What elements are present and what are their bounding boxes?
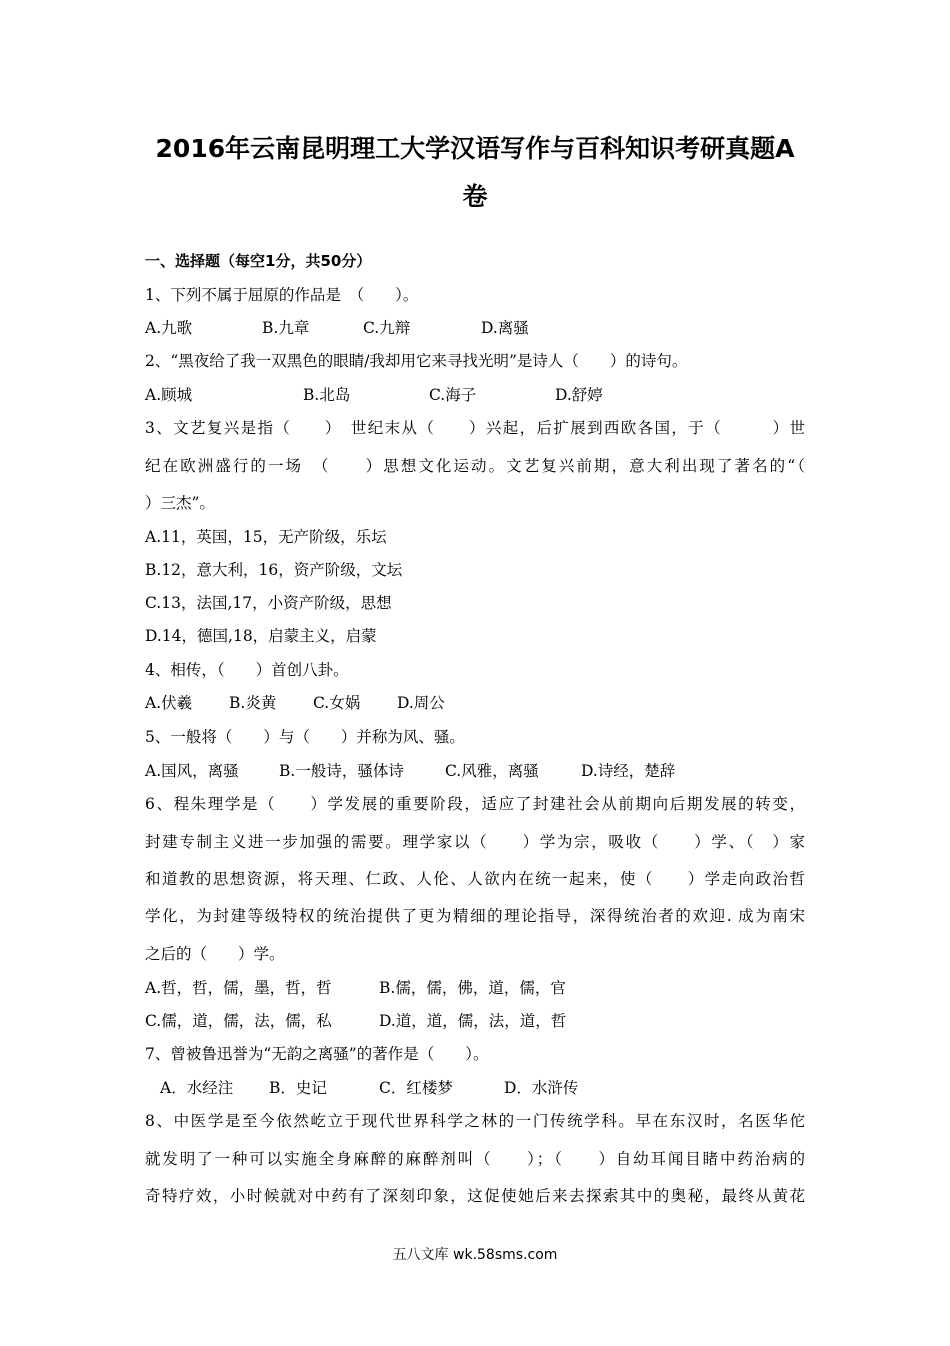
question-4-options — [145, 692, 805, 714]
option-c: C.女娲 — [313, 694, 361, 712]
option-d: D.离骚 — [481, 319, 529, 337]
question-8-text-line-2: 就发明了一种可以实施全身麻醉的麻醉剂叫（ ）；（ ）自幼耳闻目睹中药治病的 — [145, 1150, 805, 1168]
question-6-text-line-2: 封建专制主义进一步加强的需要。理学家以（ ）学为宗，吸收（ ）学、（ ）家 — [145, 833, 805, 851]
option-b: B.儒，儒，佛，道，儒，官 — [379, 979, 566, 997]
question-3-option-d: D.14，德国,18，启蒙主义，启蒙 — [145, 627, 377, 645]
option-b: B.一般诗，骚体诗 — [279, 762, 404, 780]
question-3-text-line-3: ）三杰”。 — [145, 494, 215, 512]
option-b: B.炎黄 — [229, 694, 277, 712]
question-3-option-c: C.13，法国,17，小资产阶级，思想 — [145, 594, 392, 612]
question-2-text: 2、“黑夜给了我一双黑色的眼睛/我却用它来寻找光明”是诗人（ ）的诗句。 — [145, 352, 688, 370]
question-3-option-a: A.11，英国，15，无产阶级，乐坛 — [145, 528, 387, 546]
option-c: C.九辩 — [363, 319, 411, 337]
section-heading: 一、选择题（每空1分，共50分） — [145, 252, 372, 270]
option-c: C．红楼梦 — [379, 1079, 453, 1097]
option-b: B.北岛 — [303, 386, 351, 404]
option-c: C.儒，道，儒，法，儒，私 — [145, 1012, 332, 1030]
question-7-text: 7、曾被鲁迅誉为“无韵之离骚”的著作是（ ）。 — [145, 1045, 489, 1063]
question-5-options — [145, 760, 805, 782]
question-1-options — [145, 317, 805, 339]
question-6-text-line-1: 6、程朱理学是（ ）学发展的重要阶段，适应了封建社会从前期向后期发展的转变， — [145, 795, 805, 813]
question-6-options-row-2 — [145, 1010, 805, 1032]
question-5-text: 5、一般将（ ）与（ ）并称为风、骚。 — [145, 728, 465, 746]
question-6-text-line-4: 学化，为封建等级特权的统治提供了更为精细的理论指导，深得统治者的欢迎. 成为南宋 — [145, 907, 805, 925]
option-a: A.顾城 — [145, 386, 193, 404]
option-a: A.哲，哲，儒，墨，哲，哲 — [145, 979, 332, 997]
question-3-text-line-2: 纪在欧洲盛行的一场 （ ）思想文化运动。文艺复兴前期，意大利出现了著名的“（ — [145, 457, 805, 475]
question-6-options-row-1 — [145, 977, 805, 999]
question-6-text-line-3: 和道教的思想资源，将天理、仁政、人伦、人欲内在统一起来，使（ ）学走向政治哲 — [145, 870, 805, 888]
question-8-text-line-1: 8、中医学是至今依然屹立于现代世界科学之林的一门传统学科。早在东汉时，名医华佗 — [145, 1112, 805, 1130]
option-b: B．史记 — [269, 1079, 327, 1097]
document-title-line-1: 2016年云南昆明理工大学汉语写作与百科知识考研真题A — [155, 134, 795, 163]
document-title-line-2: 卷 — [462, 182, 488, 211]
question-6-text-line-5: 之后的（ ）学。 — [145, 945, 285, 963]
page-footer: 五八文库 wk.58sms.com — [392, 1247, 558, 1263]
question-1-text: 1、下列不属于屈原的作品是 （ ）。 — [145, 286, 419, 304]
question-3-option-b: B.12，意大利，16，资产阶级，文坛 — [145, 561, 403, 579]
option-d: D.诗经，楚辞 — [581, 762, 676, 780]
option-c: C.海子 — [429, 386, 477, 404]
option-b: B.九章 — [262, 319, 310, 337]
option-c: C.风雅，离骚 — [445, 762, 539, 780]
question-3-text-line-1: 3、文艺复兴是指（ ） 世纪末从（ ）兴起，后扩展到西欧各国，于（ ）世 — [145, 419, 805, 437]
option-a: A.伏羲 — [145, 694, 193, 712]
option-a: A.九歌 — [145, 319, 193, 337]
question-7-options — [160, 1077, 805, 1099]
option-d: D．水浒传 — [504, 1079, 579, 1097]
option-d: D.道，道，儒，法，道，哲 — [379, 1012, 567, 1030]
option-d: D.周公 — [397, 694, 445, 712]
option-a: A.国风，离骚 — [145, 762, 239, 780]
question-2-options — [145, 384, 805, 406]
question-8-text-line-3: 奇特疗效，小时候就对中药有了深刻印象，这促使她后来去探索其中的奥秘，最终从黄花 — [145, 1187, 805, 1205]
option-d: D.舒婷 — [555, 386, 603, 404]
option-a: A．水经注 — [160, 1079, 234, 1097]
question-4-text: 4、相传，（ ）首创八卦。 — [145, 661, 349, 679]
